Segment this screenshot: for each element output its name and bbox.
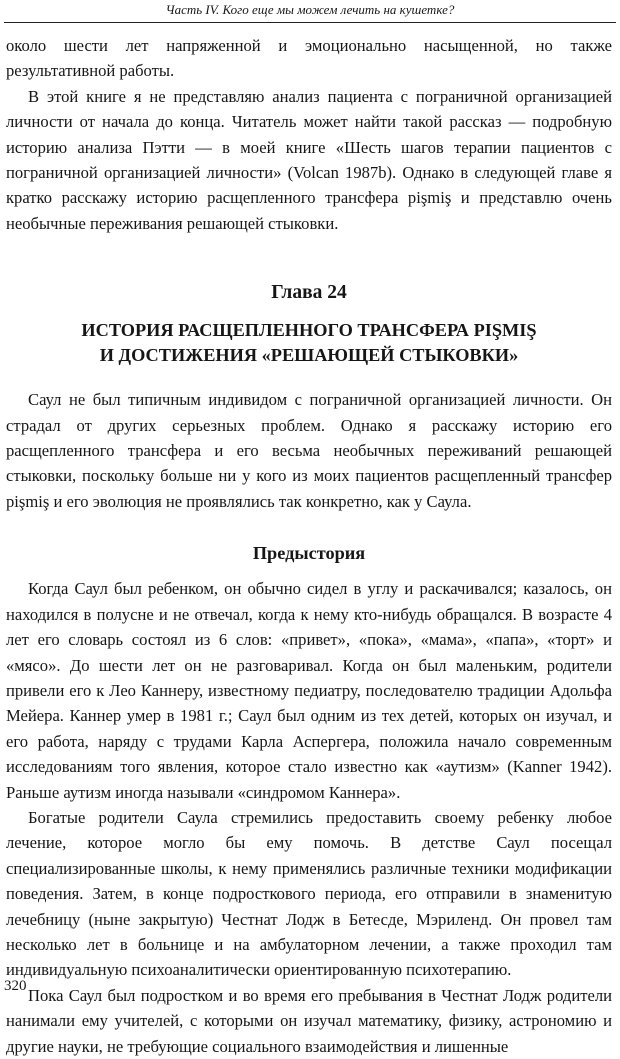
- chapter-title-line-2: И ДОСТИЖЕНИЯ «РЕШАЮЩЕЙ СТЫКОВКИ»: [99, 344, 519, 365]
- section-paragraph-1: Когда Саул был ребенком, он обычно сидел в углу и раскачивался; казалось, он находился в полусне и не отвечал, когда к нему кто-нибудь обращался. В возрасте 4 лет его словарь состоял из 6 слов: «привет», «пока», «мама», «папа», «торт» и «мясо». До шести лет он не разговаривал. Когда он был маленьким, родители привели его к Лео Каннеру, известному педиатру, последователю традиции Адольфа Мейера. Каннер умер в 1981 г.; Саул был одним из тех детей, которых он изучал, и его работа, наряду с трудами Карла Аспергера, положила начало современным исследованиям того явления, которое стало известно как «аутизм» (Kanner 1942). Раньше аутизм иногда называли «синдромом Каннера».: [6, 579, 612, 802]
- chapter-title-line-1: ИСТОРИЯ РАСЩЕПЛЕННОГО ТРАНСФЕРА PIŞMIŞ: [81, 320, 537, 341]
- intro-paragraph-continuation: около шести лет напряженной и эмоционально насыщенной, но также результативной работы.: [6, 36, 612, 81]
- page-body: [6, 33, 612, 1059]
- chapter-paragraph: Саул не был типичным индивидом с пограничной организацией личности. Он страдал от других серьезных проблем. Однако я расскажу историю его расщепленного трансфера и его весьма необычных переживаний решающей стыковки, поскольку больше ни у кого из моих пациентов расщепленный трансфер pişmiş и его эволюция не проявлялись так конкретно, как у Саула.: [6, 390, 612, 511]
- page-number: 320: [4, 978, 27, 994]
- chapter-title: [6, 318, 612, 367]
- section-paragraph-3: Пока Саул был подростком и во время его пребывания в Честнат Лодж родители нанимали ему учителей, с которыми он изучал математику, физику, астрономию и другие науки, не требующие социального взаимодействия и лишенные: [6, 985, 612, 1056]
- chapter-number: Глава 24: [271, 282, 347, 304]
- header-rule: [4, 22, 616, 23]
- running-header: Часть IV. Кого еще мы можем лечить на кушетке?: [165, 2, 455, 17]
- section-paragraph-2: Богатые родители Саула стремились предоставить своему ребенку любое лечение, которое могло бы ему помочь. В детстве Саул посещал специализированные школы, к нему применялись различные техники модификации поведения. Затем, в конце подросткового периода, его отправили в знаменитую лечебницу (ныне закрытую) Честнат Лодж в Бетесде, Мэриленд. Он провел там несколько лет в больнице и на амбулаторном лечении, а также проходил там индивидуальную психоаналитически ориентированную психотерапию.: [6, 807, 612, 980]
- intro-paragraph: В этой книге я не представляю анализ пациента с пограничной организацией личности от начала до конца. Читатель может найти такой рассказ — подробную историю анализа Пэтти — в моей книге «Шесть шагов терапии пациентов с пограничной организацией личности» (Volcan 1987b). Однако в следующей главе я кратко расскажу историю расщепленного трансфера pişmiş и представлю очень необычные переживания решающей стыковки.: [6, 86, 612, 233]
- section-heading: Предыстория: [252, 543, 366, 564]
